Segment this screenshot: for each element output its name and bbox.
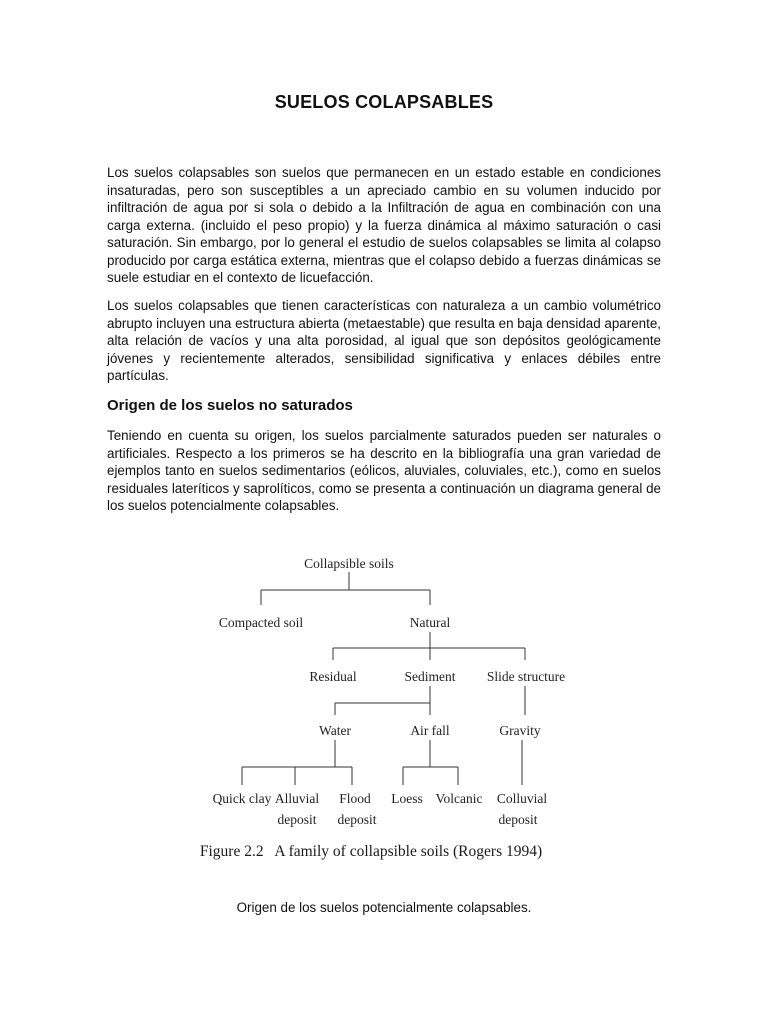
node-air-fall: Air fall <box>410 723 450 738</box>
diagram-figure-caption: Figure 2.2 A family of collapsible soils (Rogers 1994) <box>200 843 543 860</box>
document-title: SUELOS COLAPSABLES <box>274 92 494 112</box>
node-residual: Residual <box>309 669 357 684</box>
node-natural: Natural <box>409 615 451 630</box>
node-slide-structure: Slide structure <box>486 669 566 684</box>
node-volcanic: Volcanic <box>435 791 483 806</box>
diagram-svg <box>200 545 570 865</box>
node-sediment: Sediment <box>404 669 456 684</box>
figure-caption: Origen de los suelos potencialmente colapsables. <box>236 900 532 915</box>
paragraph-characteristics: Los suelos colapsables que tienen características con naturaleza a un cambio volumétrico abrupto incluyen una estructura abierta (metaestable) que resulta en baja densidad aparente, alta relación de vacíos y una alta porosidad, al igual que son depósitos geológicamente jóvenes y recientemente alterados, sensibilidad significativa y enlaces débiles entre partículas. <box>107 298 661 383</box>
node-gravity: Gravity <box>499 723 541 738</box>
node-compacted-soil: Compacted soil <box>218 615 304 630</box>
node-flood-line1: Flood <box>339 791 371 806</box>
node-flood-line2: deposit <box>337 812 377 827</box>
node-water: Water <box>319 723 351 738</box>
node-colluvial-line2: deposit <box>498 812 538 827</box>
node-collapsible-soils: Collapsible soils <box>304 556 394 571</box>
node-colluvial-line1: Colluvial <box>496 791 548 806</box>
paragraph-origin: Teniendo en cuenta su origen, los suelos parcialmente saturados pueden ser naturales o artificiales. Respecto a los primeros se ha descrito en la bibliografía una gran variedad de ejemplos tanto en suelos sedimentarios (eólicos, aluviales, coluviales, etc.), como en suelos residuales lateríticos y saprolíticos, como se presenta a continuación un diagrama general de los suelos potencialmente colapsables. <box>107 428 661 513</box>
diagram-connectors <box>242 572 525 785</box>
node-quick-clay: Quick clay <box>212 791 272 806</box>
node-alluvial-line1: Alluvial <box>274 791 320 806</box>
paragraph-intro: Los suelos colapsables son suelos que permanecen en un estado estable en condiciones insaturadas, pero son susceptibles a un apreciado cambio en su volumen inducido por infiltración de agua por si sola o debido a la Infiltración de agua en combinación con una carga externa. (incluido el peso propio) y la fuerza dinámica al máximo saturación o casi saturación. Sin embargo, por lo general el estudio de suelos colapsables se limita al colapso producido por carga estática externa, mientras que el colapso debido a fuerzas dinámicas se suele estudiar en el contexto de licuefacción. <box>107 165 661 285</box>
section-heading: Origen de los suelos no saturados <box>107 397 353 414</box>
node-loess: Loess <box>391 791 423 806</box>
node-alluvial-line2: deposit <box>277 812 317 827</box>
collapsible-soils-diagram <box>200 545 570 865</box>
